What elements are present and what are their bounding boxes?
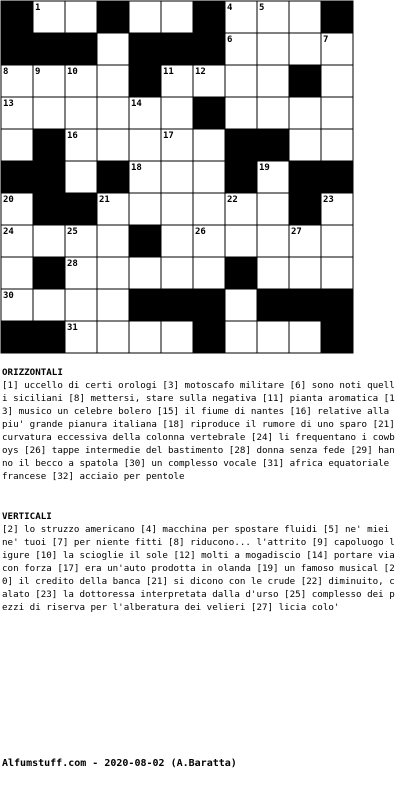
clue-number: 24 xyxy=(3,227,14,237)
clue-number: 21 xyxy=(99,195,110,205)
answer-cell[interactable] xyxy=(97,97,129,129)
answer-cell[interactable] xyxy=(289,129,321,161)
clue-number: 17 xyxy=(163,131,174,141)
answer-cell[interactable] xyxy=(65,97,97,129)
answer-cell[interactable] xyxy=(257,257,289,289)
clue-number: 7 xyxy=(323,35,329,45)
block-cell xyxy=(321,321,353,353)
answer-cell[interactable] xyxy=(97,321,129,353)
across-title: ORIZZONTALI xyxy=(2,367,63,378)
block-cell xyxy=(289,161,321,193)
answer-cell[interactable] xyxy=(65,1,97,33)
answer-cell[interactable] xyxy=(97,65,129,97)
answer-cell[interactable] xyxy=(161,225,193,257)
answer-cell[interactable] xyxy=(129,321,161,353)
answer-cell[interactable] xyxy=(257,225,289,257)
answer-cell[interactable] xyxy=(1,257,33,289)
answer-cell[interactable] xyxy=(97,33,129,65)
answer-cell[interactable] xyxy=(225,225,257,257)
answer-cell[interactable] xyxy=(1,129,33,161)
answer-cell[interactable] xyxy=(257,97,289,129)
clue-number: 11 xyxy=(163,67,174,77)
down-title: VERTICALI xyxy=(2,511,52,522)
block-cell xyxy=(321,289,353,321)
clue-number: 30 xyxy=(3,291,14,301)
block-cell xyxy=(1,1,33,33)
block-cell xyxy=(33,161,65,193)
block-cell xyxy=(33,193,65,225)
block-cell xyxy=(321,1,353,33)
block-cell xyxy=(193,289,225,321)
block-cell xyxy=(225,161,257,193)
answer-cell[interactable] xyxy=(33,97,65,129)
answer-cell[interactable] xyxy=(321,97,353,129)
answer-cell[interactable] xyxy=(97,257,129,289)
down-clues: [2] lo struzzo americano [4] macchina per spostare fluidi [5] ne' miei ne' tuoi [7] per niente fitti [8] riducono... l'attrito [9] capoluogo ligure [10] la scioglie il sole [12] molti a mogadiscio [14] portare via con forza [17] era un'auto prodotta in olanda [19] un famoso musical [20] il credito della banca [21] si dicono con le crude [22] diminuito, calato [23] la dottoressa interpretata dalla d'urso [25] complesso dei pezzi di riserva per l'alberatura dei velieri [27] licia colo' xyxy=(2,524,401,613)
block-cell xyxy=(1,33,33,65)
clue-number: 23 xyxy=(323,195,334,205)
clue-number: 28 xyxy=(67,259,78,269)
answer-cell[interactable] xyxy=(257,193,289,225)
clue-number: 26 xyxy=(195,227,206,237)
answer-cell[interactable] xyxy=(97,129,129,161)
answer-cell[interactable] xyxy=(129,257,161,289)
answer-cell[interactable] xyxy=(289,33,321,65)
answer-cell[interactable] xyxy=(33,225,65,257)
block-cell xyxy=(129,225,161,257)
block-cell xyxy=(65,33,97,65)
block-cell xyxy=(65,193,97,225)
answer-cell[interactable] xyxy=(65,289,97,321)
block-cell xyxy=(33,257,65,289)
clue-number: 31 xyxy=(67,323,78,333)
block-cell xyxy=(257,129,289,161)
answer-cell[interactable] xyxy=(161,97,193,129)
clue-number: 5 xyxy=(259,3,265,13)
clue-number: 1 xyxy=(35,3,41,13)
answer-cell[interactable] xyxy=(129,193,161,225)
clue-number: 22 xyxy=(227,195,238,205)
down-clues-section xyxy=(2,510,400,614)
answer-cell[interactable] xyxy=(321,257,353,289)
answer-cell[interactable] xyxy=(129,129,161,161)
answer-cell[interactable] xyxy=(257,65,289,97)
block-cell xyxy=(225,129,257,161)
answer-cell[interactable] xyxy=(193,193,225,225)
block-cell xyxy=(1,321,33,353)
clue-number: 8 xyxy=(3,67,9,77)
block-cell xyxy=(289,193,321,225)
block-cell xyxy=(257,289,289,321)
clue-number: 6 xyxy=(227,35,233,45)
answer-cell[interactable] xyxy=(129,1,161,33)
block-cell xyxy=(289,65,321,97)
answer-cell[interactable] xyxy=(161,1,193,33)
clue-number: 32 xyxy=(195,323,206,333)
answer-cell[interactable] xyxy=(225,65,257,97)
clue-number: 15 xyxy=(195,99,206,109)
clue-number: 16 xyxy=(67,131,78,141)
answer-cell[interactable] xyxy=(289,321,321,353)
block-cell xyxy=(289,289,321,321)
answer-cell[interactable] xyxy=(225,97,257,129)
clue-number: 20 xyxy=(3,195,14,205)
across-clues: [1] uccello di certi orologi [3] motoscafo militare [6] sono noti quelli siciliani [8] mettersi, stare sulla negativa [11] pianta aromatica [13] musico un celebre bolero [15] il fiume di nantes [16] relative alla piu' grande pianura italiana [18] riproduce il rumore di uno sparo [21] curvatura eccessiva della colonna vertebrale [24] li frequentano i cowboys [26] tappe intermedie del bastimento [28] donna senza fede [29] hanno il becco a spatola [30] un complesso vocale [31] africa equatoriale francese [32] acciaio per pentole xyxy=(2,380,401,482)
answer-cell[interactable] xyxy=(33,289,65,321)
answer-cell[interactable] xyxy=(289,257,321,289)
answer-cell[interactable] xyxy=(321,225,353,257)
clue-number: 19 xyxy=(259,163,270,173)
block-cell xyxy=(33,33,65,65)
block-cell xyxy=(129,65,161,97)
footer-credit: Alfumstuff.com - 2020-08-02 (A.Baratta) xyxy=(2,758,237,769)
block-cell xyxy=(1,161,33,193)
answer-cell[interactable] xyxy=(225,321,257,353)
answer-cell[interactable] xyxy=(193,257,225,289)
block-cell xyxy=(161,33,193,65)
answer-cell[interactable] xyxy=(289,1,321,33)
answer-cell[interactable] xyxy=(65,161,97,193)
clue-number: 14 xyxy=(131,99,142,109)
block-cell xyxy=(33,129,65,161)
clue-number: 27 xyxy=(291,227,302,237)
answer-cell[interactable] xyxy=(161,161,193,193)
answer-cell[interactable] xyxy=(321,129,353,161)
answer-cell[interactable] xyxy=(97,225,129,257)
block-cell xyxy=(129,33,161,65)
answer-cell[interactable] xyxy=(321,65,353,97)
answer-cell[interactable] xyxy=(97,289,129,321)
clue-number: 3 xyxy=(195,3,201,13)
block-cell xyxy=(193,33,225,65)
clue-number: 10 xyxy=(67,67,78,77)
clue-number: 18 xyxy=(131,163,142,173)
clue-number: 13 xyxy=(3,99,14,109)
answer-cell[interactable] xyxy=(193,129,225,161)
answer-cell[interactable] xyxy=(225,289,257,321)
clue-number: 25 xyxy=(67,227,78,237)
clue-number: 9 xyxy=(35,67,41,77)
block-cell xyxy=(129,289,161,321)
answer-cell[interactable] xyxy=(257,33,289,65)
answer-cell[interactable] xyxy=(289,97,321,129)
block-cell xyxy=(97,161,129,193)
answer-cell[interactable] xyxy=(161,193,193,225)
block-cell xyxy=(33,321,65,353)
block-cell xyxy=(161,289,193,321)
answer-cell[interactable] xyxy=(161,257,193,289)
clue-number: 4 xyxy=(227,3,233,13)
clue-number: 2 xyxy=(99,3,105,13)
crossword-grid xyxy=(0,0,354,354)
answer-cell[interactable] xyxy=(257,321,289,353)
answer-cell[interactable] xyxy=(161,321,193,353)
clue-number: 29 xyxy=(227,259,238,269)
clue-number: 12 xyxy=(195,67,206,77)
block-cell xyxy=(321,161,353,193)
across-clues-section xyxy=(2,366,400,483)
answer-cell[interactable] xyxy=(193,161,225,193)
